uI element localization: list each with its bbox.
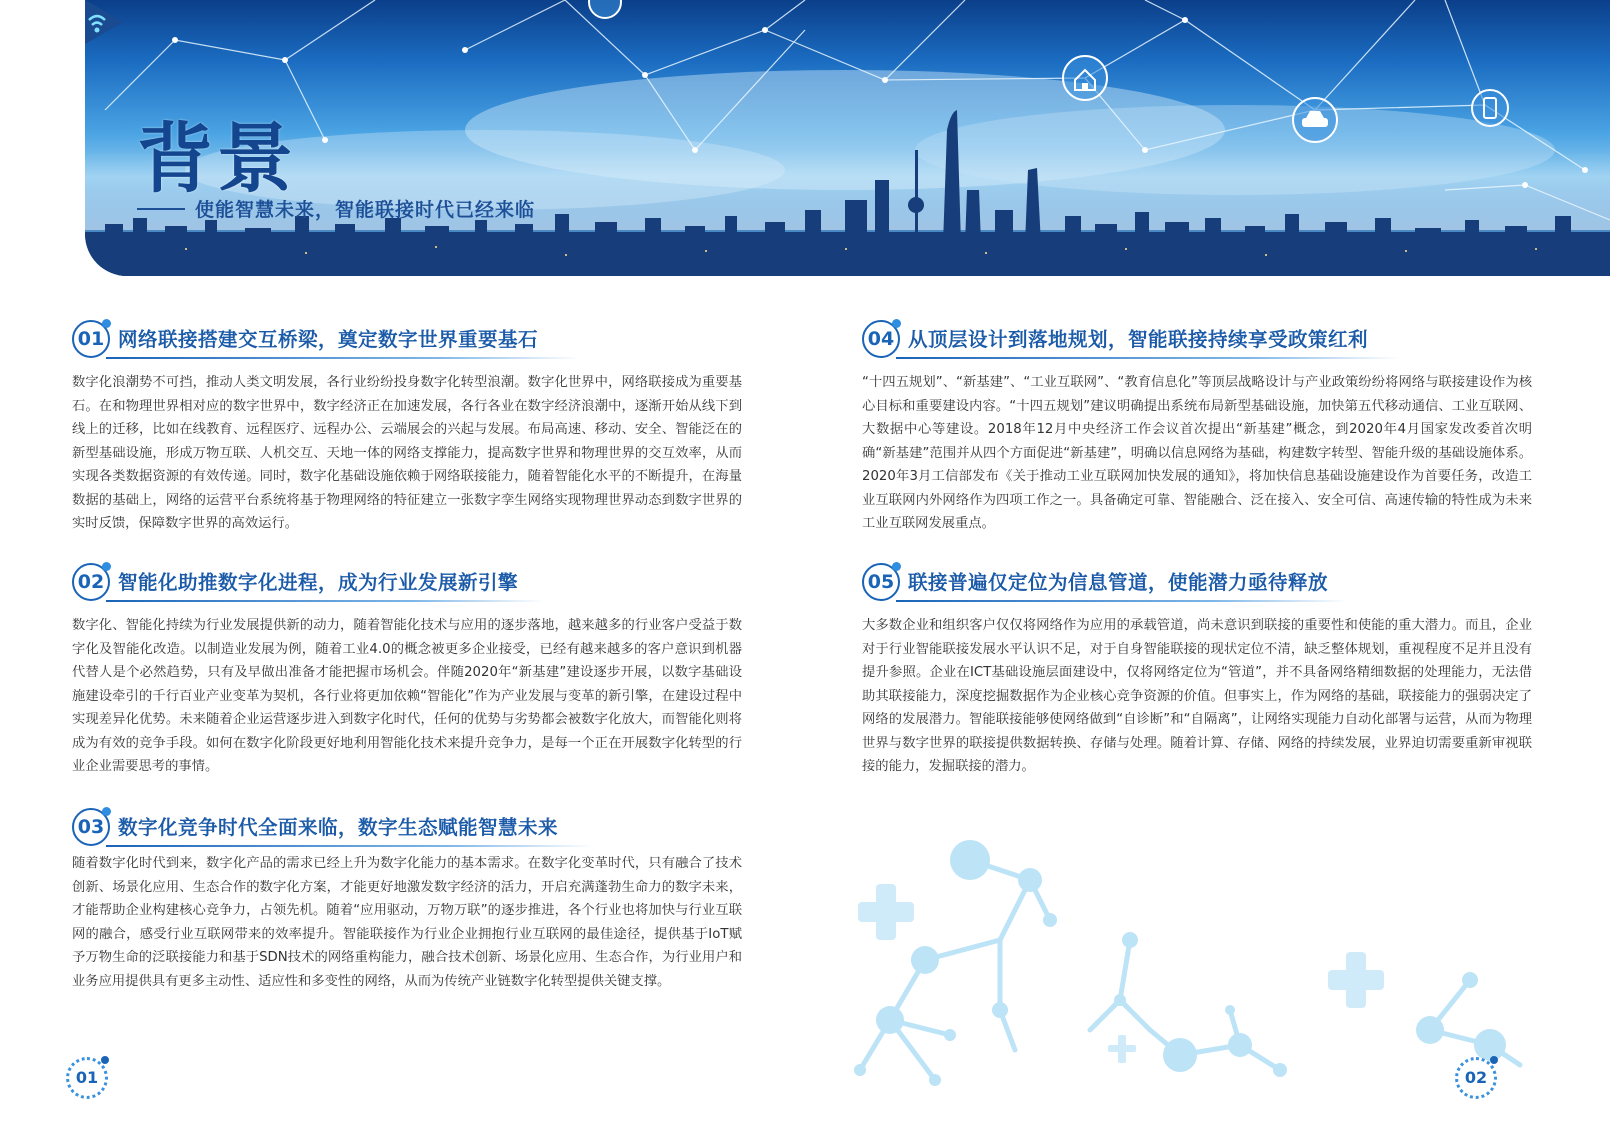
section-05 <box>862 561 1532 779</box>
banner-cityscape <box>85 0 1610 276</box>
section-body: 数字化浪潮势不可挡，推动人类文明发展，各行业纷纷投身数字化转型浪潮。数字化世界中，网络联接成为重要基石。在和物理世界相对应的数字世界中，数字经济正在加速发展，各行各业在数字经济浪潮中，逐渐开始从线下到线上的迁移，比如在线教育、远程医疗、远程办公、云端展会的兴起与发展。布局高速、移动、安全、智能泛在的新型基础设施，形成万物互联、人机交互、天地一体的网络支撑能力，提高数字世界和物理世界的交互效率，从而实现各类数据资源的有效传递。同时，数字化基础设施依赖于网络联接能力，随着智能化水平的不断提升，在海量数据的基础上，网络的运营平台系统将基于物理网络的特征建立一张数字孪生网络实现物理世界动态到数字世界的实时反馈，保障数字世界的高效运行。 <box>72 375 742 531</box>
section-underline <box>106 357 580 359</box>
section-04 <box>862 318 1532 536</box>
phone-icon <box>1472 90 1508 126</box>
section-header <box>72 318 742 358</box>
section-01 <box>72 318 742 536</box>
section-02 <box>72 561 742 779</box>
section-header <box>72 561 742 601</box>
home-icon <box>1063 56 1107 100</box>
section-number: 05 <box>862 563 900 601</box>
section-title: 智能化助推数字化进程，成为行业发展新引擎 <box>118 571 519 594</box>
section-03 <box>72 806 742 993</box>
arrow-right-icon <box>85 0 125 44</box>
car-icon <box>1293 98 1337 142</box>
section-number: 03 <box>72 808 110 846</box>
page-number-left: 01 <box>66 1057 108 1099</box>
section-title: 联接普遍仅定位为信息管道，使能潜力亟待释放 <box>908 571 1329 594</box>
page-number-right: 02 <box>1455 1057 1497 1099</box>
plus-shapes <box>858 884 1384 1063</box>
molecule-decoration <box>830 830 1550 1100</box>
section-body: “十四五规划”、“新基建”、“工业互联网”、“教育信息化”等顶层战略设计与产业政策纷纷将网络与联接建设作为核心目标和重要建设内容。“十四五规划”建议明确提出系统布局新型基础设施，加快第五代移动通信、工业互联网、大数据中心等建设。2018年12月中央经济工作会议首次提出“新基建”概念，到2020年4月国家发改委首次明确“新基建”范围并从四个方面促进“新基建”，明确以信息网络为基础，构建数字转型、智能升级的基础设施体系。2020年3月工信部发布《关于推动工业互联网加快发展的通知》，将加快信息基础设施建设作为首要任务，改造工业互联网内外网络作为四项工作之一。具备确定可靠、智能融合、泛在接入、安全可信、高速传输的特性成为未来工业互联网发展重点。 <box>862 375 1532 531</box>
section-number: 01 <box>72 320 110 358</box>
section-underline <box>106 845 594 847</box>
banner <box>85 0 1610 276</box>
subtitle-dash <box>137 208 185 210</box>
page-title: 背景 <box>137 114 297 203</box>
section-header <box>72 806 742 846</box>
banner-subtitle <box>137 195 535 222</box>
section-underline <box>896 357 1400 359</box>
section-underline <box>896 600 1348 602</box>
section-title: 从顶层设计到落地规划，智能联接持续享受政策红利 <box>908 328 1369 351</box>
section-body: 数字化、智能化持续为行业发展提供新的动力，随着智能化技术与应用的逐步落地，越来越多的行业客户受益于数字化及智能化改造。以制造业发展为例，随着工业4.0的概念被更多企业接受，已经有越来越多的客户意识到机器代替人是个必然趋势，只有及早做出准备才能把握市场机会。伴随2020年“新基建”建设逐步开展，以数字基础设施建设牵引的千行百业产业变革为契机，各行业将更加依赖“智能化”作为产业发展与变革的新引擎，在建设过程中实现差异化优势。未来随着企业运营逐步进入到数字化时代，任何的优势与劣势都会被数字化放大，而智能化则将成为有效的竞争手段。如何在数字化阶段更好地利用智能化技术来提升竞争力，是每一个正在开展数字化转型的行业企业需要思考的事情。 <box>72 618 742 774</box>
section-body: 大多数企业和组织客户仅仅将网络作为应用的承载管道，尚未意识到联接的重要性和使能的重大潜力。而且，企业对于行业智能联接发展水平认识不足，对于自身智能联接的现状定位不清，缺乏整体规划，重视程度不足并且没有提升参照。企业在ICT基础设施层面建设中，仅将网络定位为“管道”，并不具备网络精细数据的处理能力，无法借助其联接能力，深度挖掘数据作为企业核心竞争资源的价值。但事实上，作为网络的基础，联接能力的强弱决定了网络的发展潜力。智能联接能够使网络做到“自诊断”和“自隔离”，让网络实现能力自动化部署与运营，从而为物理世界与数字世界的联接提供数据转换、存储与处理。随着计算、存储、网络的持续发展，业界迫切需要重新审视联接的能力，发掘联接的潜力。 <box>862 618 1532 774</box>
section-number: 04 <box>862 320 900 358</box>
section-title: 网络联接搭建交互桥梁，奠定数字世界重要基石 <box>118 328 539 351</box>
section-header <box>862 561 1532 601</box>
section-body: 随着数字化时代到来，数字化产品的需求已经上升为数字化能力的基本需求。在数字化变革时代，只有融合了技术创新、场景化应用、生态合作的数字化方案，才能更好地激发数字经济的活力，开启充满蓬勃生命力的数字未来，才能帮助企业构建核心竞争力，占领先机。随着“应用驱动，万物万联”的逐步推进，各个行业也将加快与行业互联网的融合，感受行业互联网带来的效率提升。智能联接作为行业企业拥抱行业互联网的最佳途径，提供基于IoT赋予万物生命的泛联接能力和基于SDN技术的网络重构能力，融合技术创新、场景化应用、生态合作，为行业用户和业务应用提供具有更多主动性、适应性和多变性的网络，从而为传统产业链数字化转型提供关键支撑。 <box>72 856 742 989</box>
subtitle-text: 使能智慧未来，智能联接时代已经来临 <box>195 199 536 221</box>
section-number: 02 <box>72 563 110 601</box>
section-title: 数字化竞争时代全面来临，数字生态赋能智慧未来 <box>118 816 559 839</box>
top-circle-icon <box>589 0 621 18</box>
section-header <box>862 318 1532 358</box>
section-underline <box>106 600 544 602</box>
